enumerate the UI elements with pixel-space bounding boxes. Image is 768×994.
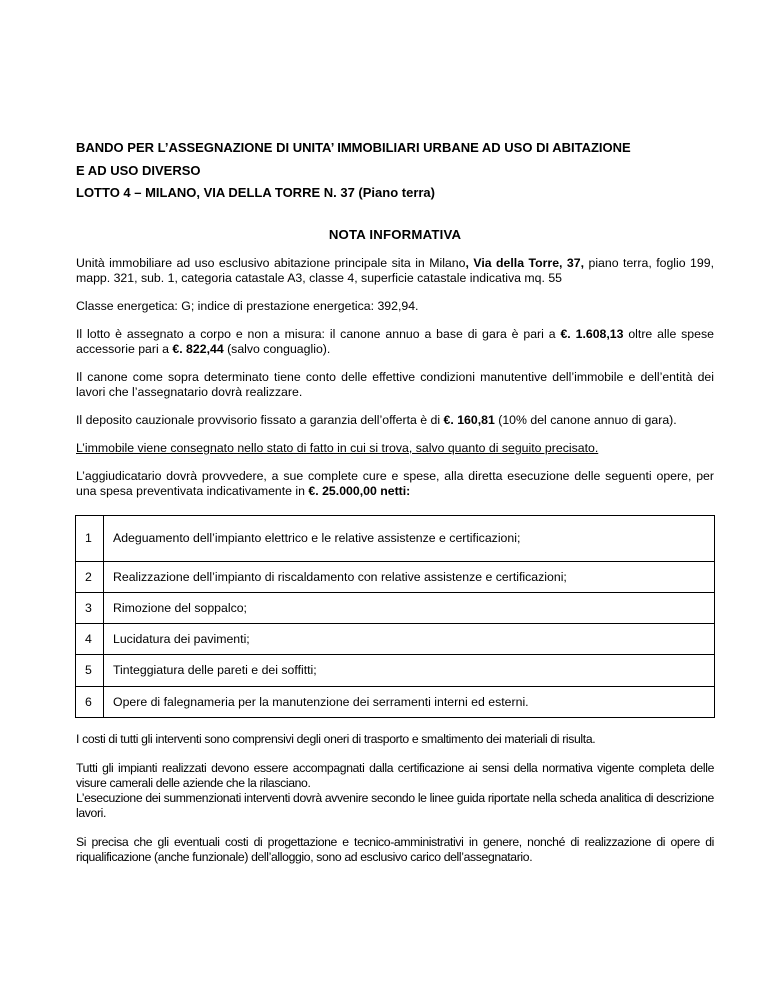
table-row <box>76 624 715 655</box>
work-description: Rimozione del soppalco; <box>104 593 715 624</box>
rent-text: Il lotto è assegnato a corpo e non a misura: il canone annuo a base di gara è pari a <box>76 327 561 341</box>
property-description <box>76 256 714 286</box>
nota-informativa-heading: NOTA INFORMATIVA <box>328 227 462 242</box>
work-number: 4 <box>76 624 104 655</box>
table-row <box>76 655 715 687</box>
table-row <box>76 516 715 562</box>
property-address: , Via della Torre, 37, <box>465 256 585 270</box>
works-table <box>75 515 715 718</box>
certification-note: Tutti gli impianti realizzati devono essere accompagnati dalla certificazione ai sensi della normativa vigente completa delle visure camerali delle aziende che la rilasciano. <box>76 761 714 790</box>
table-row <box>76 593 715 624</box>
work-description: Opere di falegnameria per la manutenzione dei serramenti interni ed esterni. <box>104 687 715 718</box>
annual-rent-amount: €. 1.608,13 <box>560 327 624 341</box>
works-intro-text: L’aggiudicatario dovrà provvedere, a sue complete cure e spese, alla diretta esecuzione delle seguenti opere, per una spesa preventivata indicativamente in <box>76 469 714 498</box>
costs-note: I costi di tutti gli interventi sono comprensivi degli oneri di trasporto e smaltimento dei materiali di risulta. <box>76 732 596 746</box>
work-description: Tinteggiatura delle pareti e dei soffitti; <box>104 655 715 687</box>
work-number: 2 <box>76 562 104 593</box>
work-description: Realizzazione dell’impianto di riscaldamento con relative assistenze e certificazioni; <box>104 562 715 593</box>
table-row <box>76 562 715 593</box>
work-number: 1 <box>76 516 104 562</box>
works-budget-amount: €. 25.000,00 netti: <box>308 484 411 498</box>
property-cadastral-data: piano terra, foglio 199, mapp. 321, sub. 1, categoria catastale A3, classe 4, superficie catastale indicativa mq. 55 <box>76 256 714 285</box>
work-description: Lucidatura dei pavimenti; <box>104 624 715 655</box>
lot-title: LOTTO 4 – MILANO, VIA DELLA TORRE N. 37 (Piano terra) <box>76 185 435 200</box>
property-description-text: Unità immobiliare ad uso esclusivo abitazione principale sita in Milano <box>76 256 466 270</box>
deposit-paragraph <box>76 413 714 428</box>
work-number: 6 <box>76 687 104 718</box>
energy-class: Classe energetica: G; indice di prestazione energetica: 392,94. <box>76 299 419 313</box>
execution-guidelines-note: L’esecuzione dei summenzionati interventi dovrà avvenire secondo le linee guida riportate nella scheda analitica di descrizione lavori. <box>76 791 714 820</box>
deposit-text-2: (10% del canone annuo di gara). <box>494 413 677 427</box>
title-line-2: E AD USO DIVERSO <box>76 163 201 178</box>
work-number: 5 <box>76 655 104 687</box>
deposit-text: Il deposito cauzionale provvisorio fissato a garanzia dell’offerta è di <box>76 413 444 427</box>
works-intro-paragraph <box>76 469 714 499</box>
design-costs-note: Si precisa che gli eventuali costi di progettazione e tecnico-amministrativi in genere, nonché di realizzazione di opere di riqualificazione (anche funzionale) dell’alloggio, sono ad esclusivo carico dell’assegnatario. <box>76 835 714 864</box>
accessory-costs-amount: €. 822,44 <box>172 342 224 356</box>
title-line-1: BANDO PER L’ASSEGNAZIONE DI UNITA’ IMMOBILIARI URBANE AD USO DI ABITAZIONE <box>76 140 631 155</box>
rent-text-3: (salvo conguaglio). <box>223 342 331 356</box>
rent-text-2: oltre alle spese accessorie pari a <box>76 327 714 356</box>
work-description: Adeguamento dell’impianto elettrico e le relative assistenze e certificazioni; <box>104 516 715 562</box>
work-number: 3 <box>76 593 104 624</box>
deposit-amount: €. 160,81 <box>443 413 495 427</box>
table-row <box>76 687 715 718</box>
rent-paragraph <box>76 327 714 357</box>
document-body <box>76 140 714 865</box>
delivery-condition: L’immobile viene consegnato nello stato di fatto in cui si trova, salvo quanto di seguito precisato. <box>76 441 599 455</box>
rent-conditions-paragraph: Il canone come sopra determinato tiene conto delle effettive condizioni manutentive dell’immobile e dell’entità dei lavori che l’assegnatario dovrà realizzare. <box>76 370 714 399</box>
